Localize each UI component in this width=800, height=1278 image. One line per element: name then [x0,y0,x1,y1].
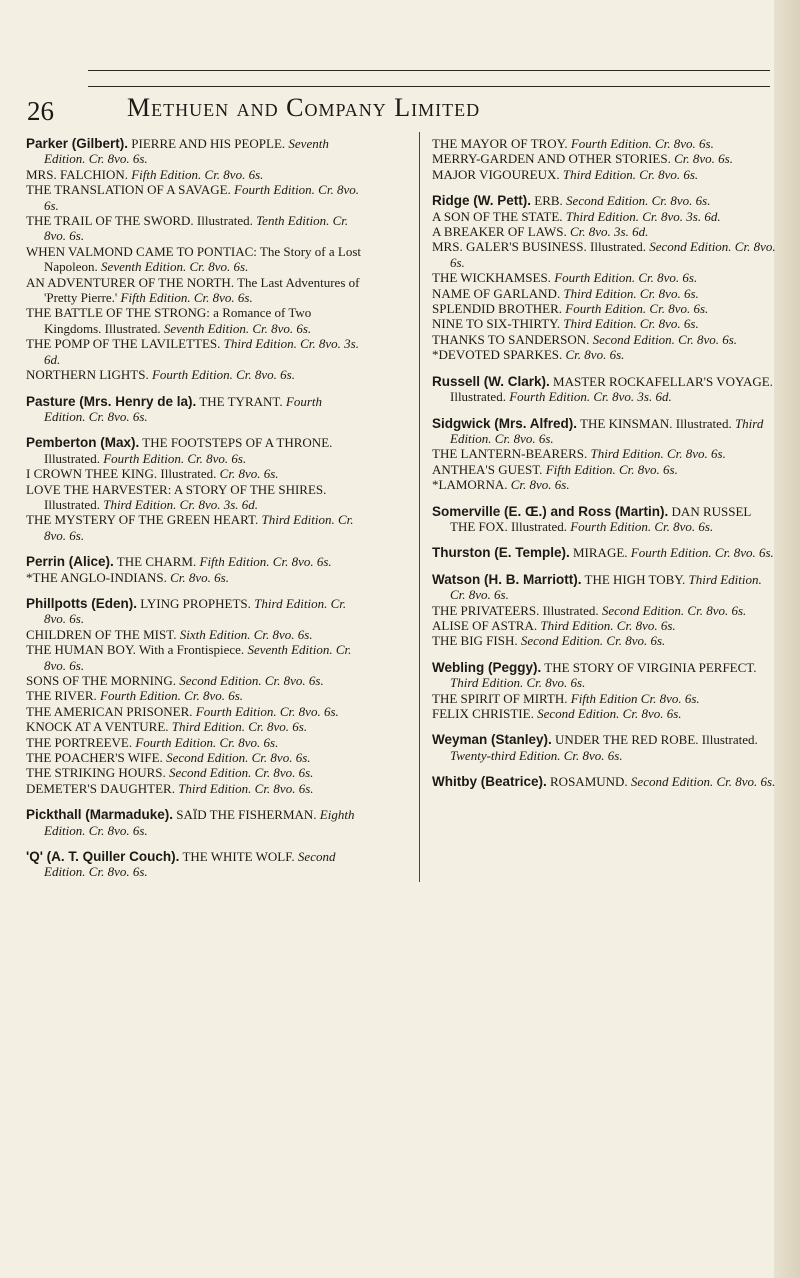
book-listing [26,482,364,513]
edition-note: Fourth Edition. Cr. 8vo. 3s. 6d. [509,389,672,405]
book-listing [26,849,364,880]
page-edge-shadow [774,0,800,1278]
edition-note: Third Edition. Cr. 8vo. 3s. 6d. [44,336,359,367]
book-title: THE BATTLE OF THE STRONG: a Romance of Two Kingdoms. Illustrated. [26,305,312,336]
book-title: SPLENDID BROTHER. [432,301,563,317]
book-listing [432,572,777,603]
author-name: Pemberton (Max). [26,435,140,451]
edition-note: Fourth Edition. Cr. 8vo. 6s. [135,734,279,750]
edition-note: Tenth Edition. Cr. 8vo. 6s. [44,213,349,244]
book-title: *DEVOTED SPARKES. [432,347,563,363]
author-name: Somerville (E. Œ.) and Ross (Martin). [432,503,669,519]
edition-note: Second Edition. Cr. 8vo. 6s. [169,765,314,781]
right-column [432,136,777,801]
book-listing [26,435,364,466]
book-title: MAJOR VIGOUREUX. [432,166,560,182]
book-listing [26,554,364,569]
book-title: MIRAGE. [573,545,628,561]
edition-note: Seventh Edition. Cr. 8vo. 6s. [101,259,249,275]
edition-note: Second Edition. Cr. 8vo. 6s. [601,602,747,618]
edition-note: Fourth Edition. Cr. 8vo. 6s. [44,182,359,213]
running-header: Methuen and Company Limited [127,93,481,122]
book-listing [26,244,364,275]
author-entry [26,394,364,425]
author-entry [432,572,777,649]
book-title: THE MAYOR OF TROY. [432,136,568,151]
book-title: MRS. GALER'S BUSINESS. Illustrated. [432,239,646,255]
edition-note: Cr. 8vo. 6s. [170,569,229,585]
book-listing [26,466,364,481]
book-title: THE TYRANT. [199,393,283,409]
book-title: THE AMERICAN PRISONER. [26,703,193,719]
author-entry [26,554,364,585]
book-listing [26,305,364,336]
edition-note: Second Edition. Cr. 8vo. 6s. [537,706,682,721]
book-listing [432,151,777,166]
author-name: Ridge (W. Pett). [432,193,531,209]
edition-note: Second Edition. Cr. 8vo. 6s. [520,633,666,649]
book-listing [432,706,777,721]
edition-note: Third Edition. Cr. 8vo. 6s. [178,780,314,796]
edition-note: Second Edition. Cr. 8vo. 6s. [592,331,738,347]
edition-note: Third Edition. Cr. 8vo. 6s. [450,571,762,603]
book-listing [432,301,777,316]
book-listing [432,416,777,447]
edition-note: Second Edition. Cr. 8vo. 6s. [630,774,776,790]
author-name: Watson (H. B. Marriott). [432,571,582,587]
edition-note: Sixth Edition. Cr. 8vo. 6s. [179,626,313,642]
book-title: WHEN VALMOND CAME TO PONTIAC: The Story of a Lost Napoleon. [26,243,361,275]
book-listing [26,336,364,367]
book-title: AN ADVENTURER OF THE NORTH. The Last Adventures of 'Pretty Pierre.' [26,274,360,306]
book-listing [432,618,777,633]
book-listing [26,367,364,382]
book-title: UNDER THE RED ROBE. Illustrated. [555,732,758,748]
author-name: Thurston (E. Temple). [432,545,570,561]
edition-note: Second Edition. Cr. 8vo. 6s. [450,239,776,270]
book-listing [432,545,777,560]
edition-note: Fourth Edition. Cr. 8vo. 6s. [151,367,295,383]
book-title: SAÏD THE FISHERMAN. [176,807,317,823]
book-listing [432,193,777,208]
edition-note: Fifth Edition Cr. 8vo. 6s. [570,690,700,706]
edition-note: Third Edition. Cr. 8vo. 6s. [563,285,699,301]
author-entry [26,136,364,383]
book-listing [432,239,777,270]
edition-note: Fifth Edition. Cr. 8vo. 6s. [199,554,332,570]
book-listing [432,504,777,535]
book-listing [432,660,777,691]
book-title: ALISE OF ASTRA. [432,617,538,633]
edition-note: Third Edition. Cr. 8vo. 6s. [563,316,699,332]
book-title: THE HUMAN BOY. With a Frontispiece. [26,642,245,658]
book-listing [432,136,777,151]
author-entry [26,435,364,543]
edition-note: Cr. 8vo. 6s. [219,466,279,482]
book-listing [26,136,364,167]
book-title: LYING PROPHETS. [140,595,251,611]
book-listing [26,704,364,719]
book-title: THE PORTREEVE. [26,734,133,750]
edition-note: Cr. 8vo. 6s. [674,151,733,167]
book-listing [26,642,364,673]
book-title: *LAMORNA. [432,477,508,493]
book-title: THE SPIRIT OF MIRTH. [432,690,568,706]
book-title: THE STRIKING HOURS. [26,765,166,781]
book-title: MASTER ROCKAFELLAR'S VOYAGE. Illustrated. [450,373,773,405]
book-listing [432,224,777,239]
page-number: 26 [27,96,54,126]
author-entry [26,596,364,796]
book-title: ERB. [534,193,563,209]
book-title: THE WICKHAMSES. [432,270,551,286]
author-name: Sidgwick (Mrs. Alfred). [432,415,578,431]
book-title: THE FOOTSTEPS OF A THRONE. Illustrated. [44,435,333,466]
book-title: THE KINSMAN. Illustrated. [580,415,732,431]
book-title: THE LANTERN-BEARERS. [432,446,588,462]
book-title: DEMETER'S DAUGHTER. [26,780,175,796]
edition-note: Second Edition. Cr. 8vo. 6s. [566,193,711,209]
book-title: FELIX CHRISTIE. [432,706,534,721]
edition-note: Seventh Edition. Cr. 8vo. 6s. [163,320,312,336]
book-listing [26,750,364,765]
book-title: MERRY-GARDEN AND OTHER STORIES. [432,151,671,167]
book-title: THE MYSTERY OF THE GREEN HEART. [26,512,259,528]
book-title: *THE ANGLO-INDIANS. [26,569,167,585]
book-title: CHILDREN OF THE MIST. [26,626,177,642]
edition-note: Fifth Edition. Cr. 8vo. 6s. [545,461,678,477]
header-rule-bottom [88,86,770,87]
author-name: Weyman (Stanley). [432,732,552,748]
book-listing [26,807,364,838]
book-title: A SON OF THE STATE. [432,208,563,224]
edition-note: Cr. 8vo. 6s. [510,477,570,493]
edition-note: Fourth Edition. Cr. 8vo. 6s. [44,393,322,424]
book-listing [26,765,364,780]
book-listing [432,347,777,362]
book-title: THE BIG FISH. [432,633,518,649]
book-listing [432,209,777,224]
edition-note: Twenty-third Edition. Cr. 8vo. 6s. [450,747,623,763]
edition-note: Third Edition. Cr. 8vo. 6s. [44,595,347,627]
author-entry [432,193,777,362]
book-listing [26,512,364,543]
book-title: THANKS TO SANDERSON. [432,331,590,347]
book-listing [26,182,364,213]
author-entry [26,849,364,880]
book-title: THE WHITE WOLF. [182,849,295,865]
edition-note: Seventh Edition. Cr. 8vo. 6s. [44,136,329,167]
book-listing [26,673,364,688]
author-name: Perrin (Alice). [26,554,114,570]
book-listing [432,462,777,477]
book-listing [26,688,364,703]
book-listing [26,167,364,182]
book-title: NINE TO SIX-THIRTY. [432,316,561,332]
edition-note: Cr. 8vo. 6s. [565,347,625,363]
edition-note: Second Edition. Cr. 8vo. 6s. [179,673,324,688]
edition-note: Third Edition. Cr. 8vo. 6s. [450,415,764,446]
book-listing [432,691,777,706]
header-rule-top [88,70,770,71]
book-title: ANTHEA'S GUEST. [432,461,543,477]
edition-note: Fifth Edition. Cr. 8vo. 6s. [120,290,253,306]
author-name: 'Q' (A. T. Quiller Couch). [26,849,180,865]
edition-note: Third Edition. Cr. 8vo. 6s. [44,512,354,543]
book-title: ROSAMUND. [550,774,628,790]
edition-note: Fourth Edition. Cr. 8vo. 6s. [570,136,714,151]
book-title: THE PRIVATEERS. Illustrated. [432,602,599,618]
author-entry [26,807,364,838]
book-title: NORTHERN LIGHTS. [26,367,149,383]
book-listing [26,275,364,306]
book-listing [432,286,777,301]
book-listing [432,167,777,182]
book-title: DAN RUSSEL THE FOX. Illustrated. [450,503,751,534]
book-title: LOVE THE HARVESTER: A STORY OF THE SHIRES. Illustrated. [26,481,327,512]
author-entry [432,504,777,535]
book-title: THE POMP OF THE LAVILETTES. [26,336,221,352]
book-title: MRS. FALCHION. [26,166,128,182]
author-entry [432,545,777,560]
book-listing [26,213,364,244]
edition-note: Third Edition. Cr. 8vo. 6s. [171,719,308,735]
book-listing [432,603,777,618]
edition-note: Fourth Edition. Cr. 8vo. 6s. [103,450,247,466]
left-column [26,136,364,891]
author-name: Webling (Peggy). [432,659,542,675]
book-listing [432,633,777,648]
author-entry [432,774,777,789]
edition-note: Fourth Edition. Cr. 8vo. 6s. [195,703,339,719]
edition-note: Fourth Edition. Cr. 8vo. 6s. [100,688,244,704]
author-name: Whitby (Beatrice). [432,774,547,790]
book-listing [26,394,364,425]
edition-note: Third Edition. Cr. 8vo. 3s. 6d. [103,496,259,512]
edition-note: Fourth Edition. Cr. 8vo. 6s. [630,545,774,561]
book-title: THE STORY OF VIRGINIA PERFECT. [544,659,757,675]
book-listing [432,270,777,285]
edition-note: Fourth Edition. Cr. 8vo. 6s. [565,301,709,317]
edition-note: Second Edition. Cr. 8vo. 6s. [166,750,311,766]
book-listing [432,446,777,461]
edition-note: Fifth Edition. Cr. 8vo. 6s. [131,166,264,182]
book-title: THE POACHER'S WIFE. [26,750,163,766]
book-title: NAME OF GARLAND. [432,285,561,301]
book-title: PIERRE AND HIS PEOPLE. [131,136,286,151]
edition-note: Third Edition. Cr. 8vo. 6s. [562,166,699,182]
book-listing [432,374,777,405]
book-listing [26,627,364,642]
edition-note: Cr. 8vo. 3s. 6d. [570,224,649,240]
edition-note: Seventh Edition. Cr. 8vo. 6s. [44,642,352,673]
author-entry [432,374,777,405]
edition-note: Third Edition. Cr. 8vo. 6s. [590,446,726,462]
book-title: THE CHARM. [116,554,197,570]
author-entry [432,660,777,722]
book-listing [26,719,364,734]
book-listing [26,570,364,585]
book-title: THE TRAIL OF THE SWORD. Illustrated. [26,213,253,229]
edition-note: Fourth Edition. Cr. 8vo. 6s. [554,270,698,286]
book-listing [432,332,777,347]
book-listing [432,316,777,331]
edition-note: Fourth Edition. Cr. 8vo. 6s. [570,518,714,534]
edition-note: Third Edition. Cr. 8vo. 6s. [450,675,586,691]
edition-note: Third Edition. Cr. 8vo. 3s. 6d. [565,208,721,224]
book-title: THE TRANSLATION OF A SAVAGE. [26,182,231,198]
edition-note: Eighth Edition. Cr. 8vo. 6s. [44,807,355,838]
author-name: Russell (W. Clark). [432,373,550,389]
book-listing [432,774,777,789]
author-name: Pasture (Mrs. Henry de la). [26,393,197,409]
column-divider [419,132,420,882]
author-name: Parker (Gilbert). [26,136,129,151]
book-listing [26,596,364,627]
edition-note: Third Edition. Cr. 8vo. 6s. [540,617,676,633]
book-title: THE HIGH TOBY. [584,571,686,587]
author-entry [432,136,777,182]
book-title: SONS OF THE MORNING. [26,673,177,688]
book-title: I CROWN THEE KING. Illustrated. [26,466,217,482]
book-listing [26,735,364,750]
book-listing [26,781,364,796]
book-listing [432,732,777,763]
author-name: Pickthall (Marmaduke). [26,807,174,823]
book-listing [432,477,777,492]
book-title: A BREAKER OF LAWS. [432,224,567,240]
book-title: KNOCK AT A VENTURE. [26,719,169,735]
edition-note: Second Edition. Cr. 8vo. 6s. [44,849,336,880]
author-entry [432,416,777,493]
author-name: Phillpotts (Eden). [26,595,137,611]
book-title: THE RIVER. [26,688,97,704]
author-entry [432,732,777,763]
